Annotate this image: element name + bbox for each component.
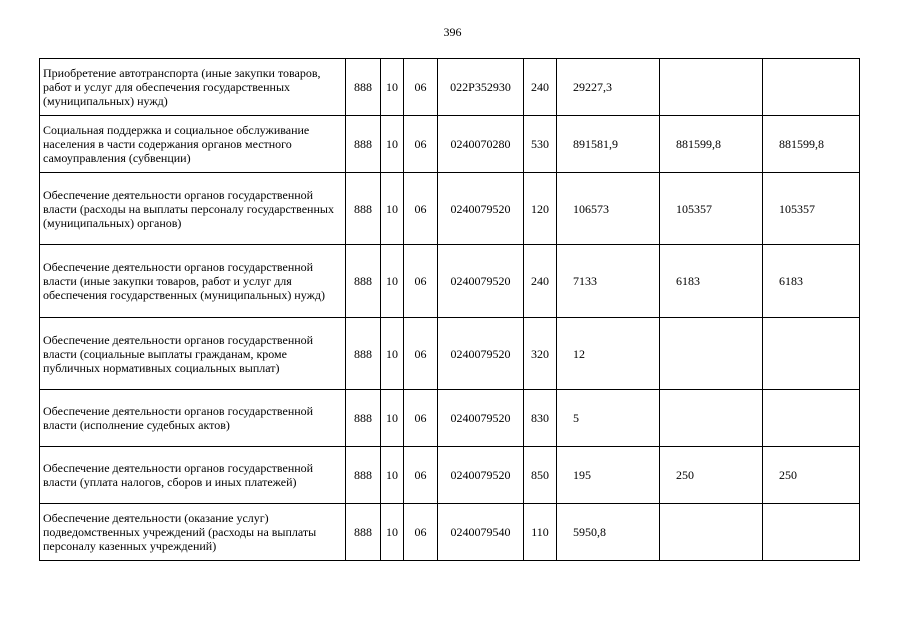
row-grbs: 888	[346, 447, 381, 504]
row-sum-2	[660, 59, 763, 116]
table-row	[40, 318, 860, 390]
row-subsection: 06	[404, 245, 438, 318]
row-sum-3: 881599,8	[763, 116, 860, 173]
row-sum-2: 105357	[660, 173, 763, 245]
row-description: Обеспечение деятельности органов государственной власти (расходы на выплаты персоналу государственных (муниципальных) органов)	[40, 173, 346, 245]
row-section: 10	[381, 59, 404, 116]
table-row	[40, 116, 860, 173]
row-subsection: 06	[404, 318, 438, 390]
row-grbs: 888	[346, 318, 381, 390]
row-section: 10	[381, 245, 404, 318]
row-sum-3	[763, 318, 860, 390]
row-sum-2	[660, 390, 763, 447]
table-row	[40, 390, 860, 447]
row-sum-3	[763, 390, 860, 447]
row-description: Социальная поддержка и социальное обслуживание населения в части содержания органов местного самоуправления (субвенции)	[40, 116, 346, 173]
row-subsection: 06	[404, 116, 438, 173]
row-sum-3	[763, 59, 860, 116]
row-target-article: 022P352930	[438, 59, 524, 116]
row-subsection: 06	[404, 390, 438, 447]
row-expense-type: 120	[524, 173, 557, 245]
row-subsection: 06	[404, 173, 438, 245]
row-description: Обеспечение деятельности (оказание услуг) подведомственных учреждений (расходы на выплаты персоналу казенных учреждений)	[40, 504, 346, 561]
row-section: 10	[381, 116, 404, 173]
row-subsection: 06	[404, 504, 438, 561]
table-row	[40, 504, 860, 561]
row-sum-1: 195	[557, 447, 660, 504]
row-description: Обеспечение деятельности органов государственной власти (исполнение судебных актов)	[40, 390, 346, 447]
row-sum-2: 250	[660, 447, 763, 504]
row-expense-type: 240	[524, 59, 557, 116]
row-target-article: 0240079540	[438, 504, 524, 561]
row-sum-3: 105357	[763, 173, 860, 245]
row-target-article: 0240079520	[438, 173, 524, 245]
row-subsection: 06	[404, 447, 438, 504]
budget-table	[39, 58, 860, 561]
row-description: Обеспечение деятельности органов государственной власти (уплата налогов, сборов и иных платежей)	[40, 447, 346, 504]
row-expense-type: 850	[524, 447, 557, 504]
row-expense-type: 320	[524, 318, 557, 390]
row-expense-type: 240	[524, 245, 557, 318]
row-subsection: 06	[404, 59, 438, 116]
page-number: 396	[443, 25, 462, 39]
row-grbs: 888	[346, 504, 381, 561]
row-expense-type: 110	[524, 504, 557, 561]
row-sum-2	[660, 318, 763, 390]
table-row	[40, 245, 860, 318]
row-section: 10	[381, 390, 404, 447]
row-grbs: 888	[346, 173, 381, 245]
row-target-article: 0240079520	[438, 245, 524, 318]
row-description: Приобретение автотранспорта (иные закупки товаров, работ и услуг для обеспечения государственных (муниципальных) нужд)	[40, 59, 346, 116]
row-sum-1: 12	[557, 318, 660, 390]
row-section: 10	[381, 318, 404, 390]
row-sum-3: 6183	[763, 245, 860, 318]
table-row	[40, 59, 860, 116]
row-section: 10	[381, 173, 404, 245]
row-grbs: 888	[346, 245, 381, 318]
row-sum-1: 29227,3	[557, 59, 660, 116]
row-grbs: 888	[346, 59, 381, 116]
row-target-article: 0240079520	[438, 390, 524, 447]
row-section: 10	[381, 504, 404, 561]
row-sum-1: 5	[557, 390, 660, 447]
row-sum-1: 5950,8	[557, 504, 660, 561]
row-sum-2	[660, 504, 763, 561]
row-expense-type: 530	[524, 116, 557, 173]
row-description: Обеспечение деятельности органов государственной власти (иные закупки товаров, работ и услуг для обеспечения государственных (муниципальных) нужд)	[40, 245, 346, 318]
row-sum-3	[763, 504, 860, 561]
table-row	[40, 173, 860, 245]
row-description: Обеспечение деятельности органов государственной власти (социальные выплаты гражданам, кроме публичных нормативных социальных выплат)	[40, 318, 346, 390]
row-grbs: 888	[346, 116, 381, 173]
table-row	[40, 447, 860, 504]
budget-table-body	[40, 59, 860, 561]
row-sum-3: 250	[763, 447, 860, 504]
row-expense-type: 830	[524, 390, 557, 447]
row-target-article: 0240079520	[438, 318, 524, 390]
row-target-article: 0240070280	[438, 116, 524, 173]
row-grbs: 888	[346, 390, 381, 447]
row-target-article: 0240079520	[438, 447, 524, 504]
row-sum-2: 881599,8	[660, 116, 763, 173]
row-sum-2: 6183	[660, 245, 763, 318]
row-sum-1: 7133	[557, 245, 660, 318]
row-sum-1: 891581,9	[557, 116, 660, 173]
row-section: 10	[381, 447, 404, 504]
row-sum-1: 106573	[557, 173, 660, 245]
